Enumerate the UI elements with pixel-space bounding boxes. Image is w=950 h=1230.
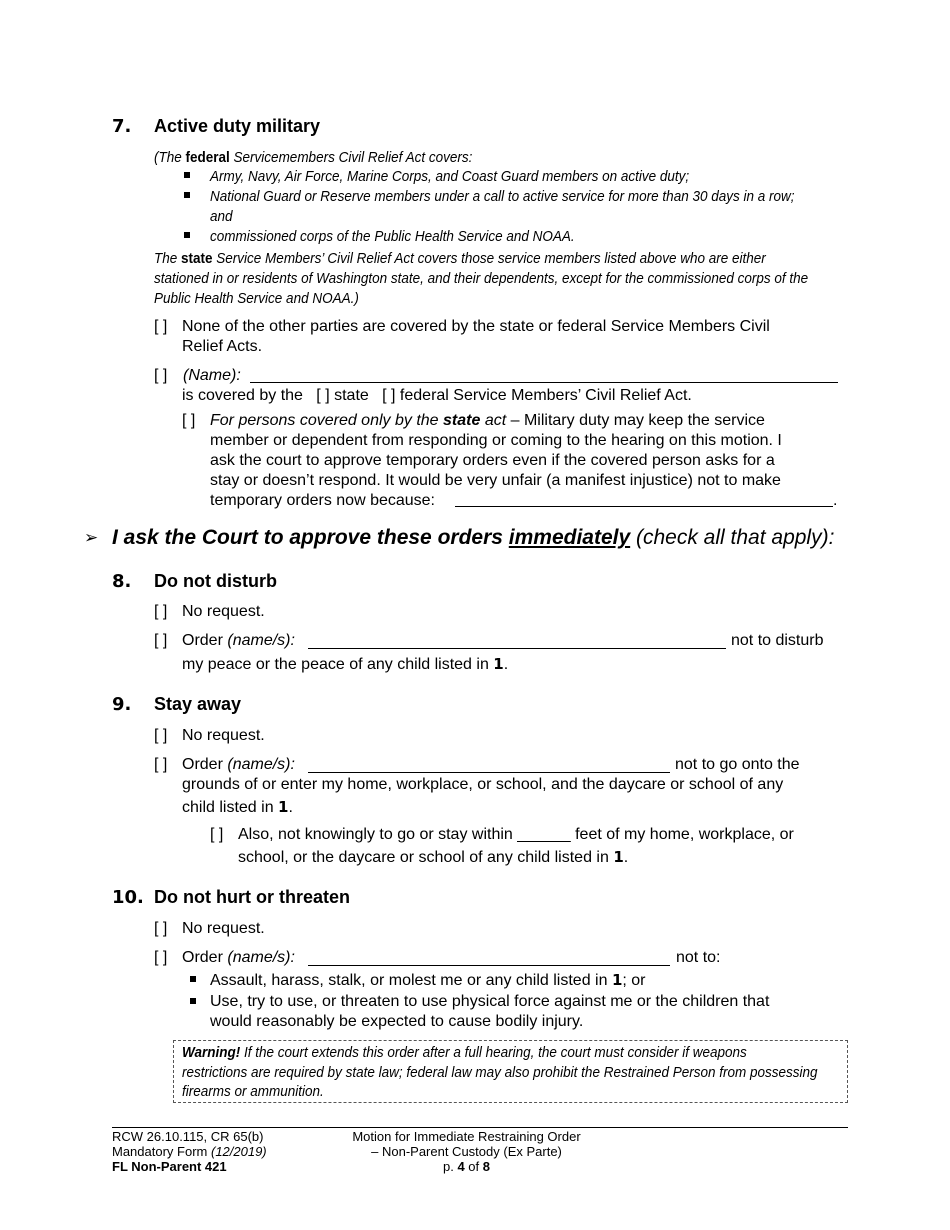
section-9-number: 9.	[112, 694, 132, 715]
s10-names-field[interactable]	[308, 965, 670, 966]
s8-order-label: Order (name/s):	[182, 632, 295, 649]
s10-suffix: not to:	[676, 949, 721, 966]
s7-checkbox-federal[interactable]: [ ]	[382, 387, 396, 404]
s7-intro: (The federal Servicemembers Civil Relief Act covers:	[154, 149, 473, 166]
s8-suffix: not to disturb	[731, 632, 824, 649]
s7-checkbox-name[interactable]: [ ]	[154, 367, 168, 384]
bullet-icon	[184, 172, 190, 178]
s10-bullet-2-line-2: would reasonably be expected to cause bodily injury.	[210, 1013, 584, 1030]
bullet-icon	[184, 192, 190, 198]
s9-line-3: child listed in 1.	[182, 798, 293, 816]
footer-rcw: RCW 26.10.115, CR 65(b)	[112, 1129, 264, 1144]
s9-checkbox-no-request[interactable]: [ ]	[154, 727, 168, 744]
footer-mandatory: Mandatory Form (12/2019)	[112, 1144, 267, 1159]
s8-no-request-label: No request.	[182, 603, 265, 620]
s7-checkbox-state[interactable]: [ ]	[316, 387, 330, 404]
s7-none-line-2: Relief Acts.	[182, 338, 263, 355]
section-7-title: Active duty military	[154, 116, 321, 136]
footer-divider	[112, 1127, 848, 1128]
banner-text: I ask the Court to approve these orders immediately (check all that apply):	[112, 526, 835, 549]
footer-left	[112, 1129, 267, 1174]
s7-sub-line-5: temporary orders now because:	[210, 492, 435, 509]
s9-also-line-1: Also, not knowingly to go or stay within ______ feet of my home, workplace, or	[238, 826, 794, 843]
s7-state-line-1: The state Service Members’ Civil Relief Act covers those service members listed above who are either	[154, 250, 766, 267]
footer-form-subtitle: – Non-Parent Custody (Ex Parte)	[371, 1144, 562, 1159]
s7-covered-line: is covered by the [ ] state [ ] federal Service Members’ Civil Relief Act.	[182, 387, 692, 404]
footer-form-id: FL Non-Parent 421	[112, 1159, 227, 1174]
section-9-title: Stay away	[154, 694, 242, 714]
s7-none-line-1: None of the other parties are covered by the state or federal Service Members Civil	[182, 318, 770, 335]
s8-checkbox-order[interactable]: [ ]	[154, 632, 168, 649]
s7-sub-line-2: member or dependent from responding or coming to the hearing on this motion. I	[210, 432, 782, 449]
s9-no-request-label: No request.	[182, 727, 265, 744]
s10-bullet-2-line-1: Use, try to use, or threaten to use physical force against me or the children that	[210, 993, 770, 1010]
section-10-number: 10.	[112, 887, 144, 908]
s7-sub-line-1: For persons covered only by the state act – Military duty may keep the service	[210, 412, 765, 429]
s10-checkbox-no-request[interactable]: [ ]	[154, 920, 168, 937]
s7-sub-line-3: ask the court to approve temporary orders even if the covered person asks for a	[210, 452, 775, 469]
s9-order-label: Order (name/s):	[182, 756, 295, 773]
footer-center	[330, 1129, 603, 1174]
s7-state-line-3: Public Health Service and NOAA.)	[154, 290, 359, 307]
arrow-bullet-icon: ➢	[84, 528, 99, 548]
s10-bullet-1: Assault, harass, stalk, or molest me or any child listed in 1; or	[210, 971, 646, 989]
s7-bullet-2: National Guard or Reserve members under a call to active service for more than 30 days in a row;	[210, 188, 795, 205]
s7-state-line-2: stationed in or residents of Washington state, and their dependents, except for the commissioned corps of the	[154, 270, 809, 287]
s7-sub-line-4: stay or doesn’t respond. It would be very unfair (a manifest injustice) not to make	[210, 472, 781, 489]
section-8-number: 8.	[112, 571, 132, 592]
footer-page-number: p. 4 of 8	[442, 1159, 490, 1174]
s7-checkbox-state-act[interactable]: [ ]	[182, 412, 196, 429]
s10-order-label: Order (name/s):	[182, 949, 295, 966]
warning-line-1: Warning! If the court extends this order after a full hearing, the court must consider if weapons	[182, 1044, 747, 1061]
s7-bullet-1: Army, Navy, Air Force, Marine Corps, and Coast Guard members on active duty;	[210, 168, 690, 185]
s8-line-2: my peace or the peace of any child listed in 1.	[182, 655, 509, 673]
section-8-title: Do not disturb	[154, 571, 277, 591]
s7-name-label: (Name):	[183, 367, 241, 384]
bullet-icon	[190, 998, 196, 1004]
s9-names-field[interactable]	[308, 772, 670, 773]
warning-line-3: firearms or ammunition.	[182, 1083, 324, 1100]
s8-checkbox-no-request[interactable]: [ ]	[154, 603, 168, 620]
s9-feet-field[interactable]: ______	[517, 826, 571, 843]
s9-checkbox-order[interactable]: [ ]	[154, 756, 168, 773]
section-7-number: 7.	[112, 116, 132, 137]
bullet-icon	[184, 232, 190, 238]
s9-suffix: not to go onto the	[675, 756, 800, 773]
footer-form-title: Motion for Immediate Restraining Order	[352, 1129, 581, 1144]
s7-checkbox-none[interactable]: [ ]	[154, 318, 168, 335]
bullet-icon	[190, 976, 196, 982]
s10-checkbox-order[interactable]: [ ]	[154, 949, 168, 966]
s7-period: .	[833, 492, 838, 509]
s7-reason-field[interactable]	[455, 506, 833, 507]
s9-checkbox-also[interactable]: [ ]	[210, 826, 224, 843]
s7-bullet-3: commissioned corps of the Public Health Service and NOAA.	[210, 228, 575, 245]
section-10-title: Do not hurt or threaten	[154, 887, 350, 907]
warning-line-2: restrictions are required by state law; federal law may also prohibit the Restrained Person from possessing	[182, 1064, 818, 1081]
s7-bullet-2-cont: and	[210, 208, 233, 225]
s10-no-request-label: No request.	[182, 920, 265, 937]
s8-names-field[interactable]	[308, 648, 726, 649]
s9-line-2: grounds of or enter my home, workplace, or school, and the daycare or school of any	[182, 776, 784, 793]
s7-name-field[interactable]	[250, 382, 838, 383]
s9-also-line-2: school, or the daycare or school of any child listed in 1.	[238, 848, 629, 866]
